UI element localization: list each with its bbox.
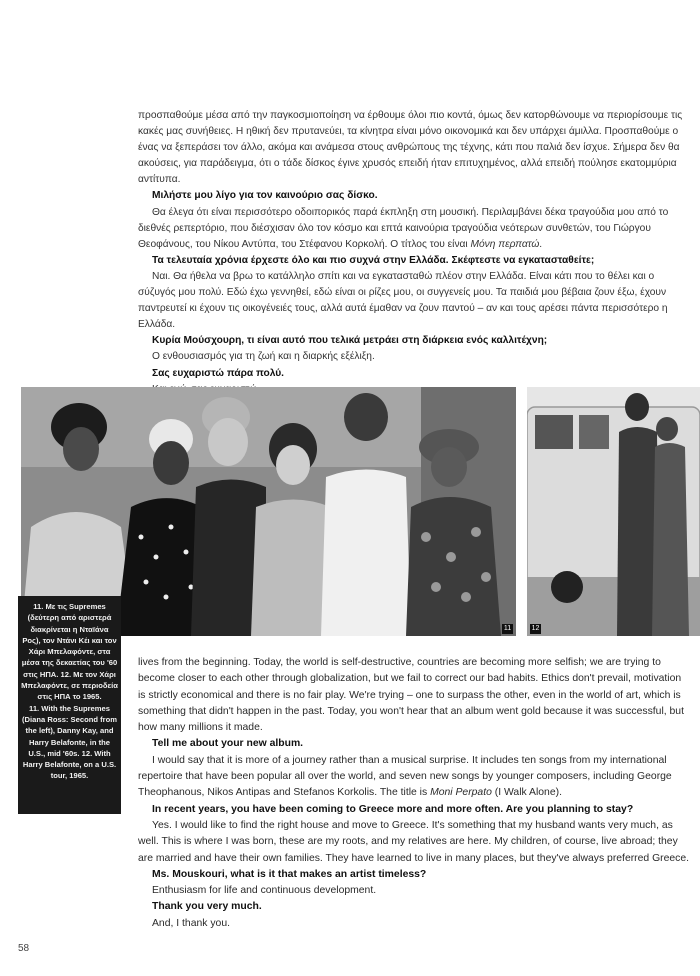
- greek-question: Τα τελευταία χρόνια έρχεστε όλο και πιο συχνά στην Ελλάδα. Σκέφτεστε να εγκατασταθείτε;: [152, 254, 595, 266]
- greek-answer: Ο ενθουσιασμός για τη ζωή και η διαρκής εξέλιξη.: [152, 351, 375, 363]
- english-answer: Enthusiasm for life and continuous development.: [152, 885, 377, 897]
- english-question: Tell me about your new album.: [152, 738, 304, 750]
- greek-question: Κυρία Μούσχουρη, τι είναι αυτό που τελικά μετράει στη διάρκεια ενός καλλιτέχνη;: [152, 335, 548, 347]
- photo-tour-bus: [527, 387, 700, 636]
- greek-answer: [138, 205, 690, 253]
- greek-question: Σας ευχαριστώ πάρα πολύ.: [152, 367, 285, 379]
- english-answer: And, I thank you.: [152, 917, 230, 929]
- english-question: Thank you very much.: [152, 901, 262, 913]
- photo-caption: [18, 596, 121, 814]
- greek-answer-end: .: [539, 238, 543, 250]
- caption-greek: 11. Με τις Supremes (δεύτερη από αριστερά διακρίνεται η Νταϊάνα Ρος), τον Ντάνι Κέι και τον Χάρι Μπελαφόντε, στα μέσα της δεκαετίας του '60 στις ΗΠΑ. 12. Με τον Χάρι Μπελαφόντε, σε περιοδεία στις ΗΠΑ το 1965.: [21, 602, 118, 702]
- english-album-title: Moni Perpato: [430, 787, 492, 799]
- photo-number-11: 11: [503, 625, 512, 632]
- english-answer: Yes. I would like to find the right house and move to Greece. It's something that my husband wants very much, as well. This is where I was born, these are my roots, and my relatives are here. My children, of course, live abroad; they are married and have their own families. They have learned to live in many places, but they've always preferred Greece.: [138, 819, 690, 864]
- english-answer: [138, 753, 690, 802]
- english-paragraph: lives from the beginning. Today, the world is self-destructive, countries are becoming more selfish; we are trying to become closer to each other through globalization, but we fail to correct our bad habits. Ethics don't prevail, motivation is strictly economical and there is no fair play. We're trying – one to surpass the other, even in the world of art, which is something that didn't happen in the past. Today, you won't hear that an album went gold because it was successful, but how many millions it made.: [138, 657, 684, 734]
- greek-answer-text: Θα έλεγα ότι είναι περισσότερο οδοιπορικός παρά έκπληξη στη μουσική. Περιλαμβάνει δέκα τραγούδια μου από το διεθνές ρεπερτόριο, που διέσχισαν όλο τον κόσμο και επτά καινούρια τραγούδια νεότερων συνθετών, του Γιώργου Θεοφάνους, του Νίκου Αντύπα, του Στέφανου Κορκολή. Ο τίτλος του είναι: [138, 206, 669, 250]
- english-question: Ms. Mouskouri, what is it that makes an artist timeless?: [152, 868, 427, 880]
- caption-english: 11. With the Supremes (Diana Ross: Second from the left), Danny Kay, and Harry Belafonte, in the U.S., mid '60s. 12. With Harry Belafonte, on a U.S. tour, 1965.: [22, 703, 117, 781]
- greek-question: Μιλήστε μου λίγο για τον καινούριο σας δίσκο.: [152, 190, 378, 202]
- english-answer-text: I would say that it is more of a journey rather than a musical surprise. It includes ten songs from my international repertoire that have been popular all over the world, and seven new songs by younger composers, including George Theophanous, Nikos Antipas and Stefanos Korkolis. The title is: [138, 754, 672, 799]
- english-question: In recent years, you have been coming to Greece more and more often. Are you planning to stay?: [152, 803, 634, 815]
- greek-answer: Ναι. Θα ήθελα να βρω το κατάλληλο σπίτι και να εγκατασταθώ πλέον στην Ελλάδα. Είναι κάτι που το θέλει και ο σύζυγός μου πολύ. Εδώ έχω γεννηθεί, εδώ είναι οι ρίζες μου, οι συγγενείς μου. Τα παιδιά μου βέβαια ζουν έξω, έχουν παντρευτεί κι έχουν τις οικογένειές τους, αλλά αυτά έμαθαν να ζουν παντού – αν και τους αρέσει πάντα περισσότερο η Ελλάδα.: [138, 270, 668, 331]
- english-answer-end: (I Walk Alone).: [491, 787, 562, 799]
- page-number: 58: [18, 943, 30, 954]
- greek-paragraph: προσπαθούμε μέσα από την παγκοσμιοποίηση να έρθουμε όλοι πιο κοντά, όμως δεν κατορθώνουμε να περιορίσουμε τις κακές μας συνήθειες. Η ηθική δεν πρυτανεύει, τα κίνητρα είναι μόνο οικονομικά και δεν υπάρχει άμιλλα. Προσπαθούμε ο ένας να ξεπεράσει τον άλλο, ακόμα και ανάμεσα στους ανθρώπους της τέχνης, κάτι που παλιά δεν ίσχυε. Σήμερα δεν θα ακούσεις, για παράδειγμα, ότι ο τάδε δίσκος έγινε χρυσός επειδή ήταν επιτυχημένος, αλλά επειδή πούλησε εκατομμύρια αντίτυπα.: [138, 110, 683, 186]
- photo-number-12: 12: [531, 625, 540, 632]
- greek-album-title: Μόνη περπατώ: [470, 238, 540, 250]
- english-article-text: [138, 655, 690, 932]
- greek-article-text: [138, 108, 690, 398]
- tour-bus-photo-illustration: [527, 387, 700, 636]
